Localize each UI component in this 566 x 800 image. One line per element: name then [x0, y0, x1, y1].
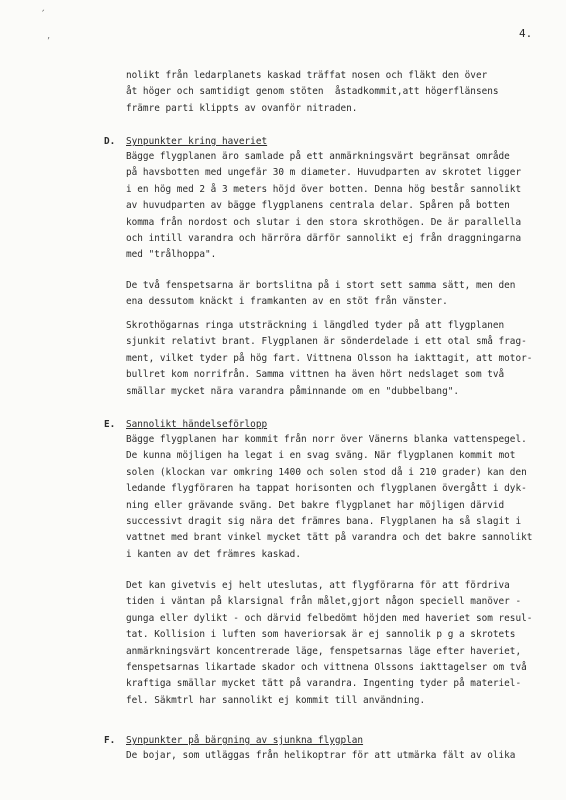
text-line: De bojar, som utläggas från helikoptrar för att utmärka fält av olika: [126, 750, 516, 761]
text-line: ment, vilket tyder på hög fart. Vittnena Olsson ha iakttagit, att motor-: [126, 352, 533, 364]
text-line: sjunkit relativt brant. Flygplanen är sönderdelade i ett otal små frag-: [126, 336, 527, 348]
text-line: tat. Kollision i luften som haveriorsak är ej sannolik p g a skrotets: [126, 629, 516, 641]
text-line: De två fenspetsarna är bortslitna på i stort sett samma sätt, men den: [126, 280, 516, 291]
section-e-paragraph-1: [126, 432, 546, 563]
section-letter: D.: [104, 136, 116, 147]
section-d-paragraph-1: [126, 149, 546, 264]
text-line: gunga eller dylikt - och därvid felbedömt höjden med haveriet som resul-: [126, 612, 533, 624]
text-line: De kunna möjligen ha legat i en svag sväng. När flygplanen kommit mot: [126, 450, 516, 462]
section-letter: E.: [104, 419, 116, 430]
text-line: på havsbotten med ungefär 30 m diameter. Huvudparten av skrotet ligger: [126, 167, 522, 179]
text-line: smällar mycket nära varandra påminnande om en "dubbelbang".: [126, 385, 460, 397]
section-heading-f: [104, 734, 363, 748]
section-heading-d: [104, 135, 267, 149]
text-line: tiden i väntan på klarsignal från målet,gjort någon speciell manöver -: [126, 596, 522, 608]
text-line: med "trålhoppa".: [126, 249, 217, 261]
section-d-paragraph-3: [126, 318, 546, 400]
text-line: åt höger och samtidigt genom stöten åstadkommit,att högerflänsens: [126, 86, 499, 98]
text-line: vattnet med brant vinkel mycket tätt på varandra och det bakre sannolikt: [126, 532, 533, 544]
text-line: i kanten av det främres kaskad.: [126, 548, 301, 560]
section-letter: F.: [104, 735, 116, 746]
text-line: Bägge flygplanen äro samlade på ett anmärkningsvärt begränsat område: [126, 151, 510, 162]
text-line: främre parti klippts av ovanför nitraden.: [126, 102, 358, 114]
text-line: ning eller grävande sväng. Det bakre flygplanet har möjligen därvid: [126, 499, 505, 511]
text-line: fenspetsarnas likartade skador och vittnena Olssons iakttagelser om två: [126, 662, 527, 674]
text-line: ledande flygföraren ha tappat horisonten och flygplanen övergått i dyk-: [126, 483, 527, 495]
section-e-paragraph-2: [126, 578, 546, 709]
text-line: fel. Säkmtrl har sannolikt ej kommit till användning.: [126, 694, 426, 706]
section-title: Synpunkter kring haveriet: [126, 136, 268, 147]
intro-paragraph: [126, 68, 546, 117]
section-title: Synpunkter på bärgning av sjunkna flygplan: [126, 735, 364, 746]
margin-mark: ´: [40, 10, 46, 20]
text-line: och intill varandra och härröra därför sannolikt ej från draggningarna: [126, 233, 522, 245]
section-title: Sannolikt händelseförlopp: [126, 419, 268, 430]
text-line: Skrothögarnas ringa utsträckning i längdled tyder på att flygplanen: [126, 320, 505, 331]
text-line: i en hög med 2 å 3 meters höjd över botten. Denna hög består sannolikt: [126, 183, 522, 195]
text-line: komma från nordost och slutar i den stora skrothögen. De är parallella: [126, 216, 522, 228]
text-line: anmärkningsvärt koncentrerade läge, fenspetsarnas läge efter haveriet,: [126, 645, 522, 657]
text-line: Bägge flygplanen har kommit från norr över Vänerns blanka vattenspegel.: [126, 434, 527, 445]
text-line: Det kan givetvis ej helt uteslutas, att flygförarna för att fördriva: [126, 580, 510, 591]
section-heading-e: [104, 418, 267, 432]
text-line: av huvudparten av bägge flygplanens centrala delar. Spåren på botten: [126, 200, 510, 212]
text-line: nolikt från ledarplanets kaskad träffat nosen och fläkt den över: [126, 70, 488, 81]
text-line: bullret kom norrifrån. Samma vittnen ha även hört nedslaget som två: [126, 369, 505, 381]
text-line: successivt dragit sig nära det främres bana. Flygplanen ha så slagit i: [126, 516, 522, 528]
text-line: ena dessutom knäckt i framkanten av en stöt från vänster.: [126, 296, 448, 308]
section-f-paragraph-1: [126, 748, 546, 764]
text-line: kraftiga smällar mycket tätt på varandra. Ingenting tyder på materiel-: [126, 678, 522, 690]
page-number: 4.: [519, 27, 533, 40]
margin-mark-2: ’: [46, 36, 51, 45]
text-line: solen (klockan var omkring 1400 och solen stod då i 210 grader) kan den: [126, 466, 527, 478]
section-d-paragraph-2: [126, 278, 546, 311]
